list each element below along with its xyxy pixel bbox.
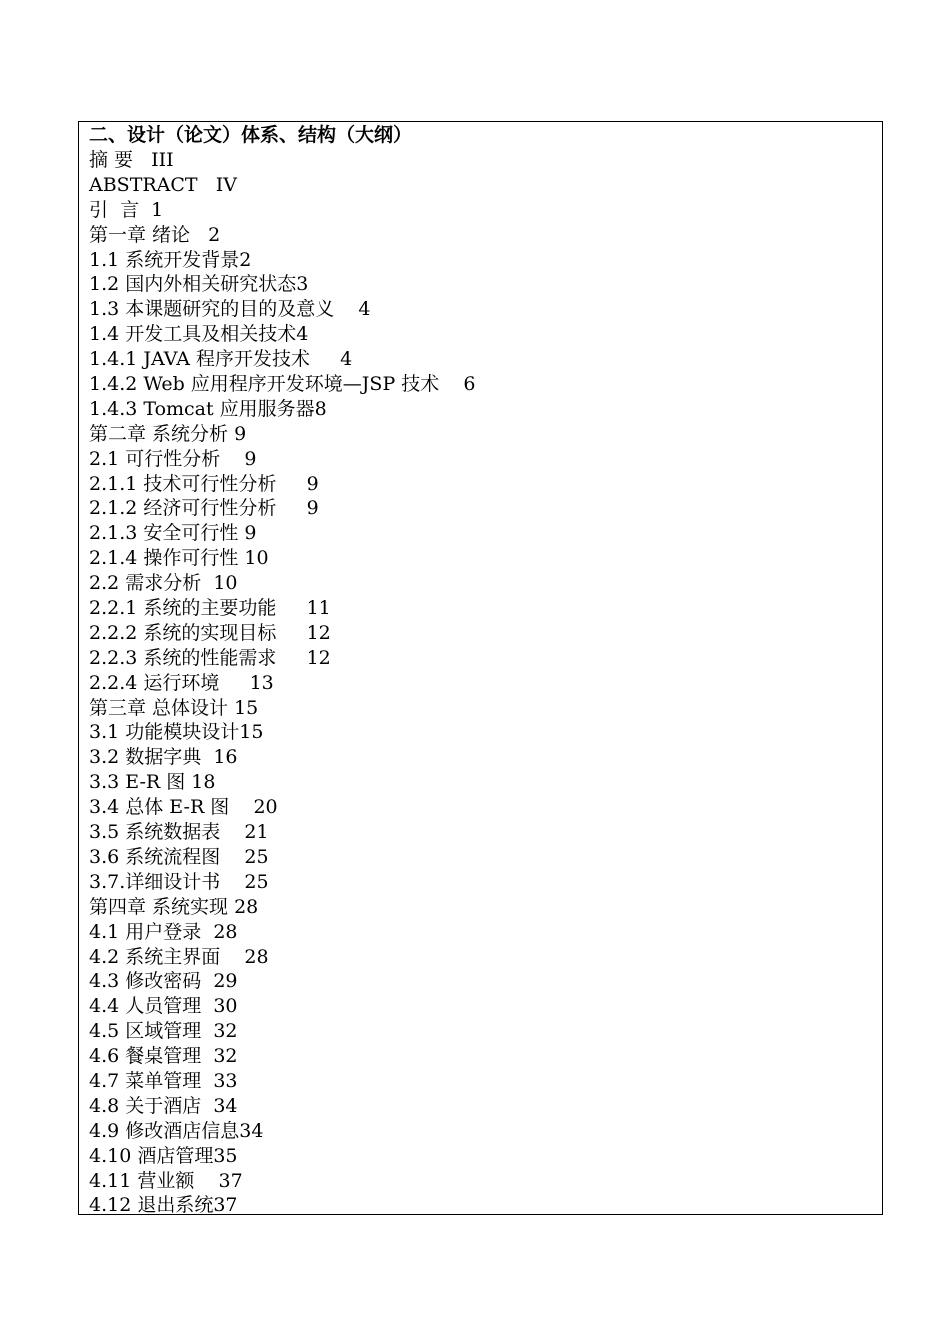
toc-entry: 2.1.4 操作可行性 10	[89, 547, 269, 570]
toc-entry: 3.6 系统流程图 25	[89, 845, 269, 868]
toc-entry: 2.2.2 系统的实现目标 12	[89, 621, 331, 644]
toc-entry: 4.8 关于酒店 34	[89, 1094, 238, 1117]
toc-entry: 4.6 餐桌管理 32	[89, 1045, 238, 1068]
toc-entry: 2.2.4 运行环境 13	[89, 671, 274, 694]
toc-entry: 第一章 绪论 2	[89, 223, 221, 246]
toc-entry: 2.1.1 技术可行性分析 9	[89, 472, 319, 495]
toc-entry: 4.4 人员管理 30	[89, 995, 238, 1018]
toc-entry: 2.1 可行性分析 9	[89, 447, 257, 470]
toc-entry: 摘 要 III	[89, 149, 174, 171]
toc-entry: ABSTRACT IV	[89, 173, 237, 196]
toc-entry: 1.2 国内外相关研究状态3	[89, 273, 309, 296]
toc-entry: 2.1.3 安全可行性 9	[89, 522, 257, 545]
toc-entry: 3.5 系统数据表 21	[89, 821, 269, 844]
toc-entry: 4.11 营业额 37	[89, 1169, 243, 1192]
toc-entry: 3.1 功能模块设计15	[89, 721, 264, 744]
section-heading: 二、设计（论文）体系、结构（大纲）	[89, 124, 413, 146]
toc-entry: 2.2 需求分析 10	[89, 572, 238, 595]
toc-entry: 1.1 系统开发背景2	[89, 248, 252, 271]
toc-entry: 4.10 酒店管理35	[89, 1144, 238, 1167]
toc-entry: 3.4 总体 E-R 图 20	[89, 796, 278, 819]
toc-entry: 4.1 用户登录 28	[89, 920, 238, 943]
toc-entry: 4.7 菜单管理 33	[89, 1069, 238, 1092]
outline-table-cell	[78, 121, 883, 1215]
toc-entry: 第三章 总体设计 15	[89, 696, 259, 719]
toc-entry: 1.4.3 Tomcat 应用服务器8	[89, 397, 327, 420]
toc-entry: 3.7.详细设计书 25	[89, 870, 269, 893]
toc-entry: 3.2 数据字典 16	[89, 746, 238, 769]
toc-entry: 4.9 修改酒店信息34	[89, 1119, 264, 1142]
toc-entry: 2.2.3 系统的性能需求 12	[89, 646, 331, 669]
toc-entry: 4.12 退出系统37	[89, 1194, 238, 1217]
toc-entry: 1.4.2 Web 应用程序开发环境—JSP 技术 6	[89, 373, 476, 396]
toc-entry: 4.2 系统主界面 28	[89, 945, 269, 968]
toc-entry: 引 言 1	[89, 198, 164, 221]
toc-entry: 2.2.1 系统的主要功能 11	[89, 597, 331, 620]
toc-entry: 第二章 系统分析 9	[89, 422, 247, 445]
toc-entry: 第四章 系统实现 28	[89, 895, 259, 918]
toc-entry: 1.4.1 JAVA 程序开发技术 4	[89, 348, 353, 371]
table-of-contents	[89, 148, 882, 1218]
toc-entry: 4.3 修改密码 29	[89, 970, 238, 993]
toc-entry: 4.5 区域管理 32	[89, 1020, 238, 1043]
toc-entry: 1.3 本课题研究的目的及意义 4	[89, 298, 371, 321]
toc-entry: 1.4 开发工具及相关技术4	[89, 323, 309, 346]
toc-entry: 2.1.2 经济可行性分析 9	[89, 497, 319, 520]
toc-entry: 3.3 E-R 图 18	[89, 771, 216, 794]
